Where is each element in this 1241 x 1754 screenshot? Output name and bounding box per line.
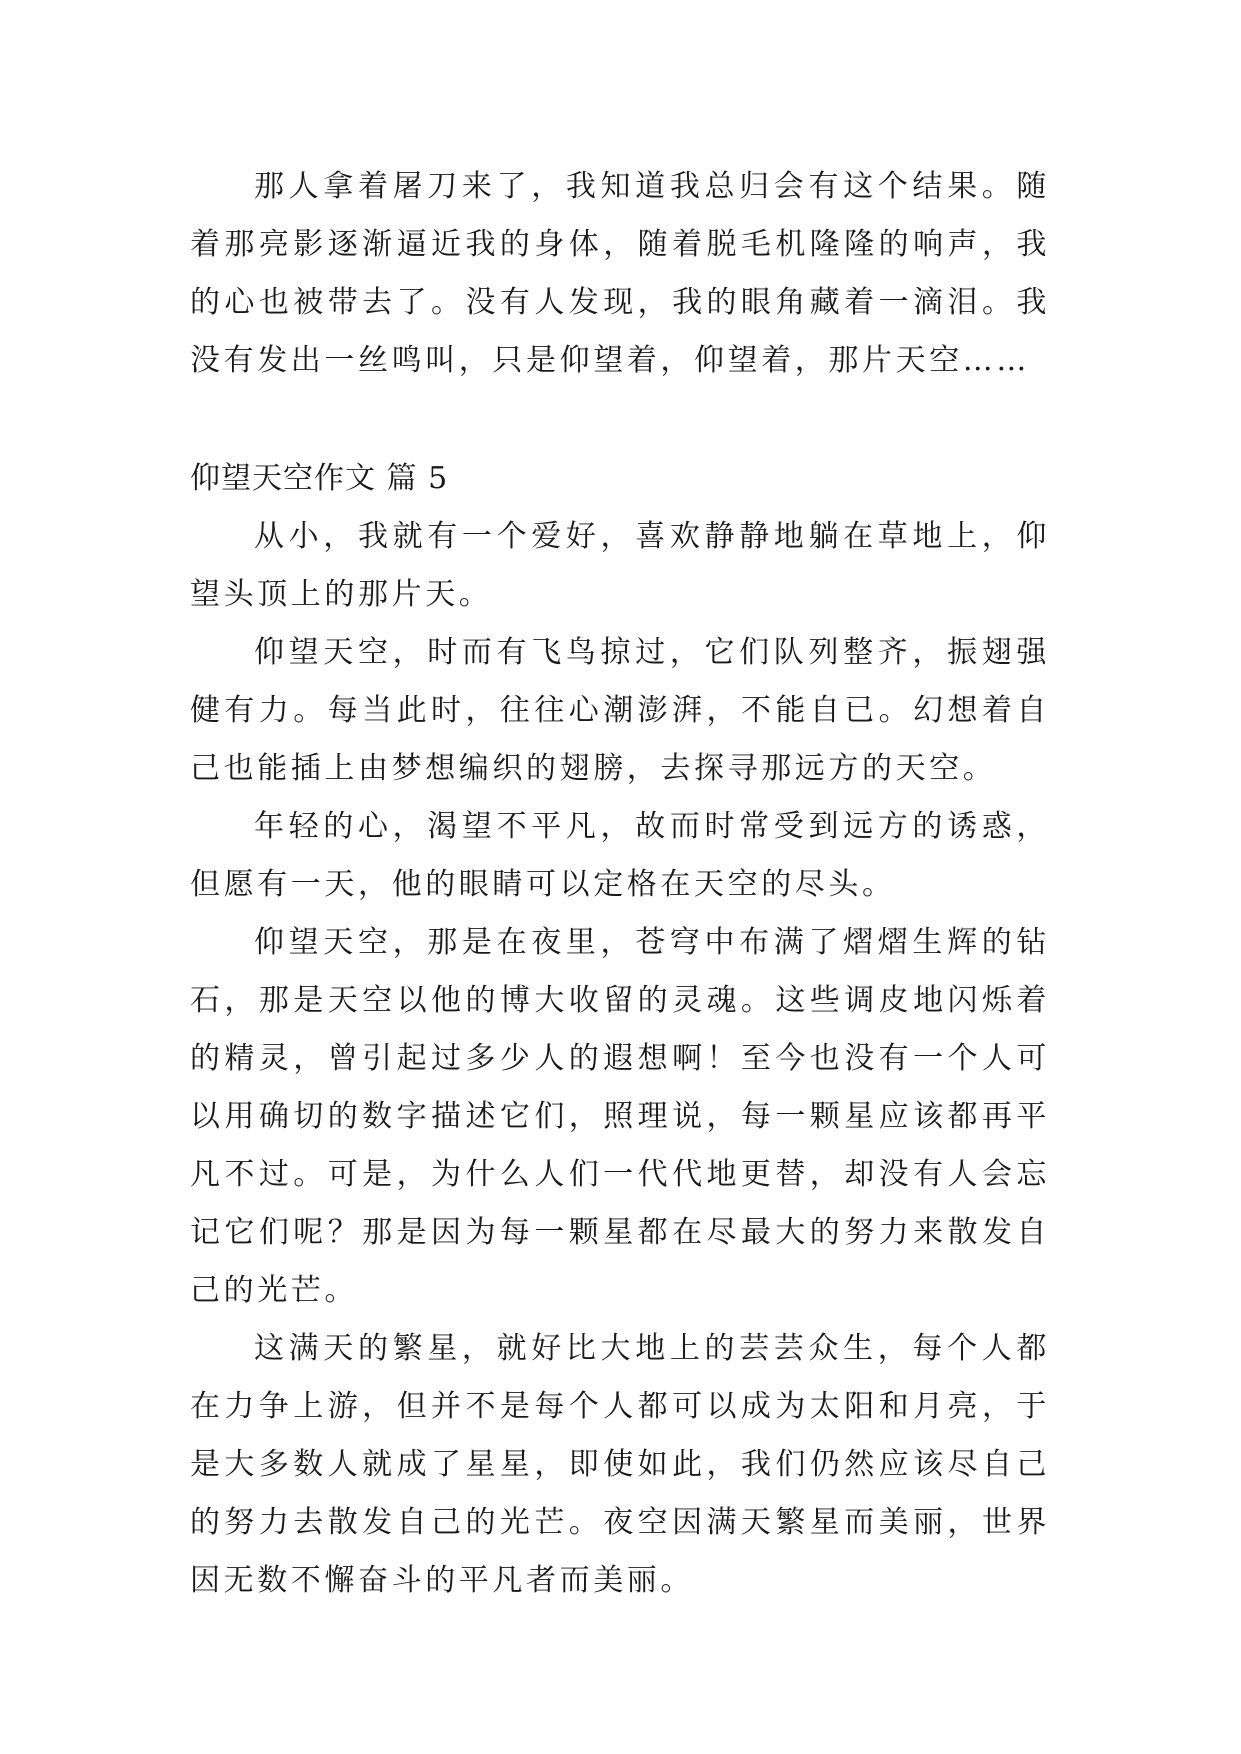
body-paragraph: 年轻的心，渴望不平凡，故而时常受到远方的诱惑，但愿有一天，他的眼睛可以定格在天空的尽头。 (190, 809, 1050, 902)
body-paragraph: 仰望天空，那是在夜里，苍穹中布满了熠熠生辉的钻石，那是天空以他的博大收留的灵魂。这些调皮地闪烁着的精灵，曾引起过多少人的遐想啊！至今也没有一个人可以用确切的数字描述它们，照理说，每一颗星应该都再平凡不过。可是，为什么人们一代代地更替，却没有人会忘记它们呢？那是因为每一颗星都在尽最大的努力来散发自己的光芒。 (190, 925, 1050, 1308)
essay-body (190, 508, 1050, 1610)
section-heading: 仰望天空作文 篇 5 (190, 461, 449, 496)
body-paragraph: 这满天的繁星，就好比大地上的芸芸众生，每个人都在力争上游，但并不是每个人都可以成为太阳和月亮，于是大多数人就成了星星，即使如此，我们仍然应该尽自己的努力去散发自己的光芒。夜空因满天繁星而美丽，世界因无数不懈奋斗的平凡者而美丽。 (190, 1331, 1050, 1598)
body-paragraph: 从小，我就有一个爱好，喜欢静静地躺在草地上，仰望头顶上的那片天。 (190, 519, 1050, 612)
body-paragraph: 仰望天空，时而有飞鸟掠过，它们队列整齐，振翅强健有力。每当此时，往往心潮澎湃，不能自已。幻想着自己也能插上由梦想编织的翅膀，去探寻那远方的天空。 (190, 635, 1050, 786)
intro-paragraph: 那人拿着屠刀来了，我知道我总归会有这个结果。随着那亮影逐渐逼近我的身体，随着脱毛机隆隆的响声，我的心也被带去了。没有人发现，我的眼角藏着一滴泪。我没有发出一丝鸣叫，只是仰望着，仰望着，那片天空…… (190, 169, 1050, 378)
intro-section (190, 158, 1050, 390)
